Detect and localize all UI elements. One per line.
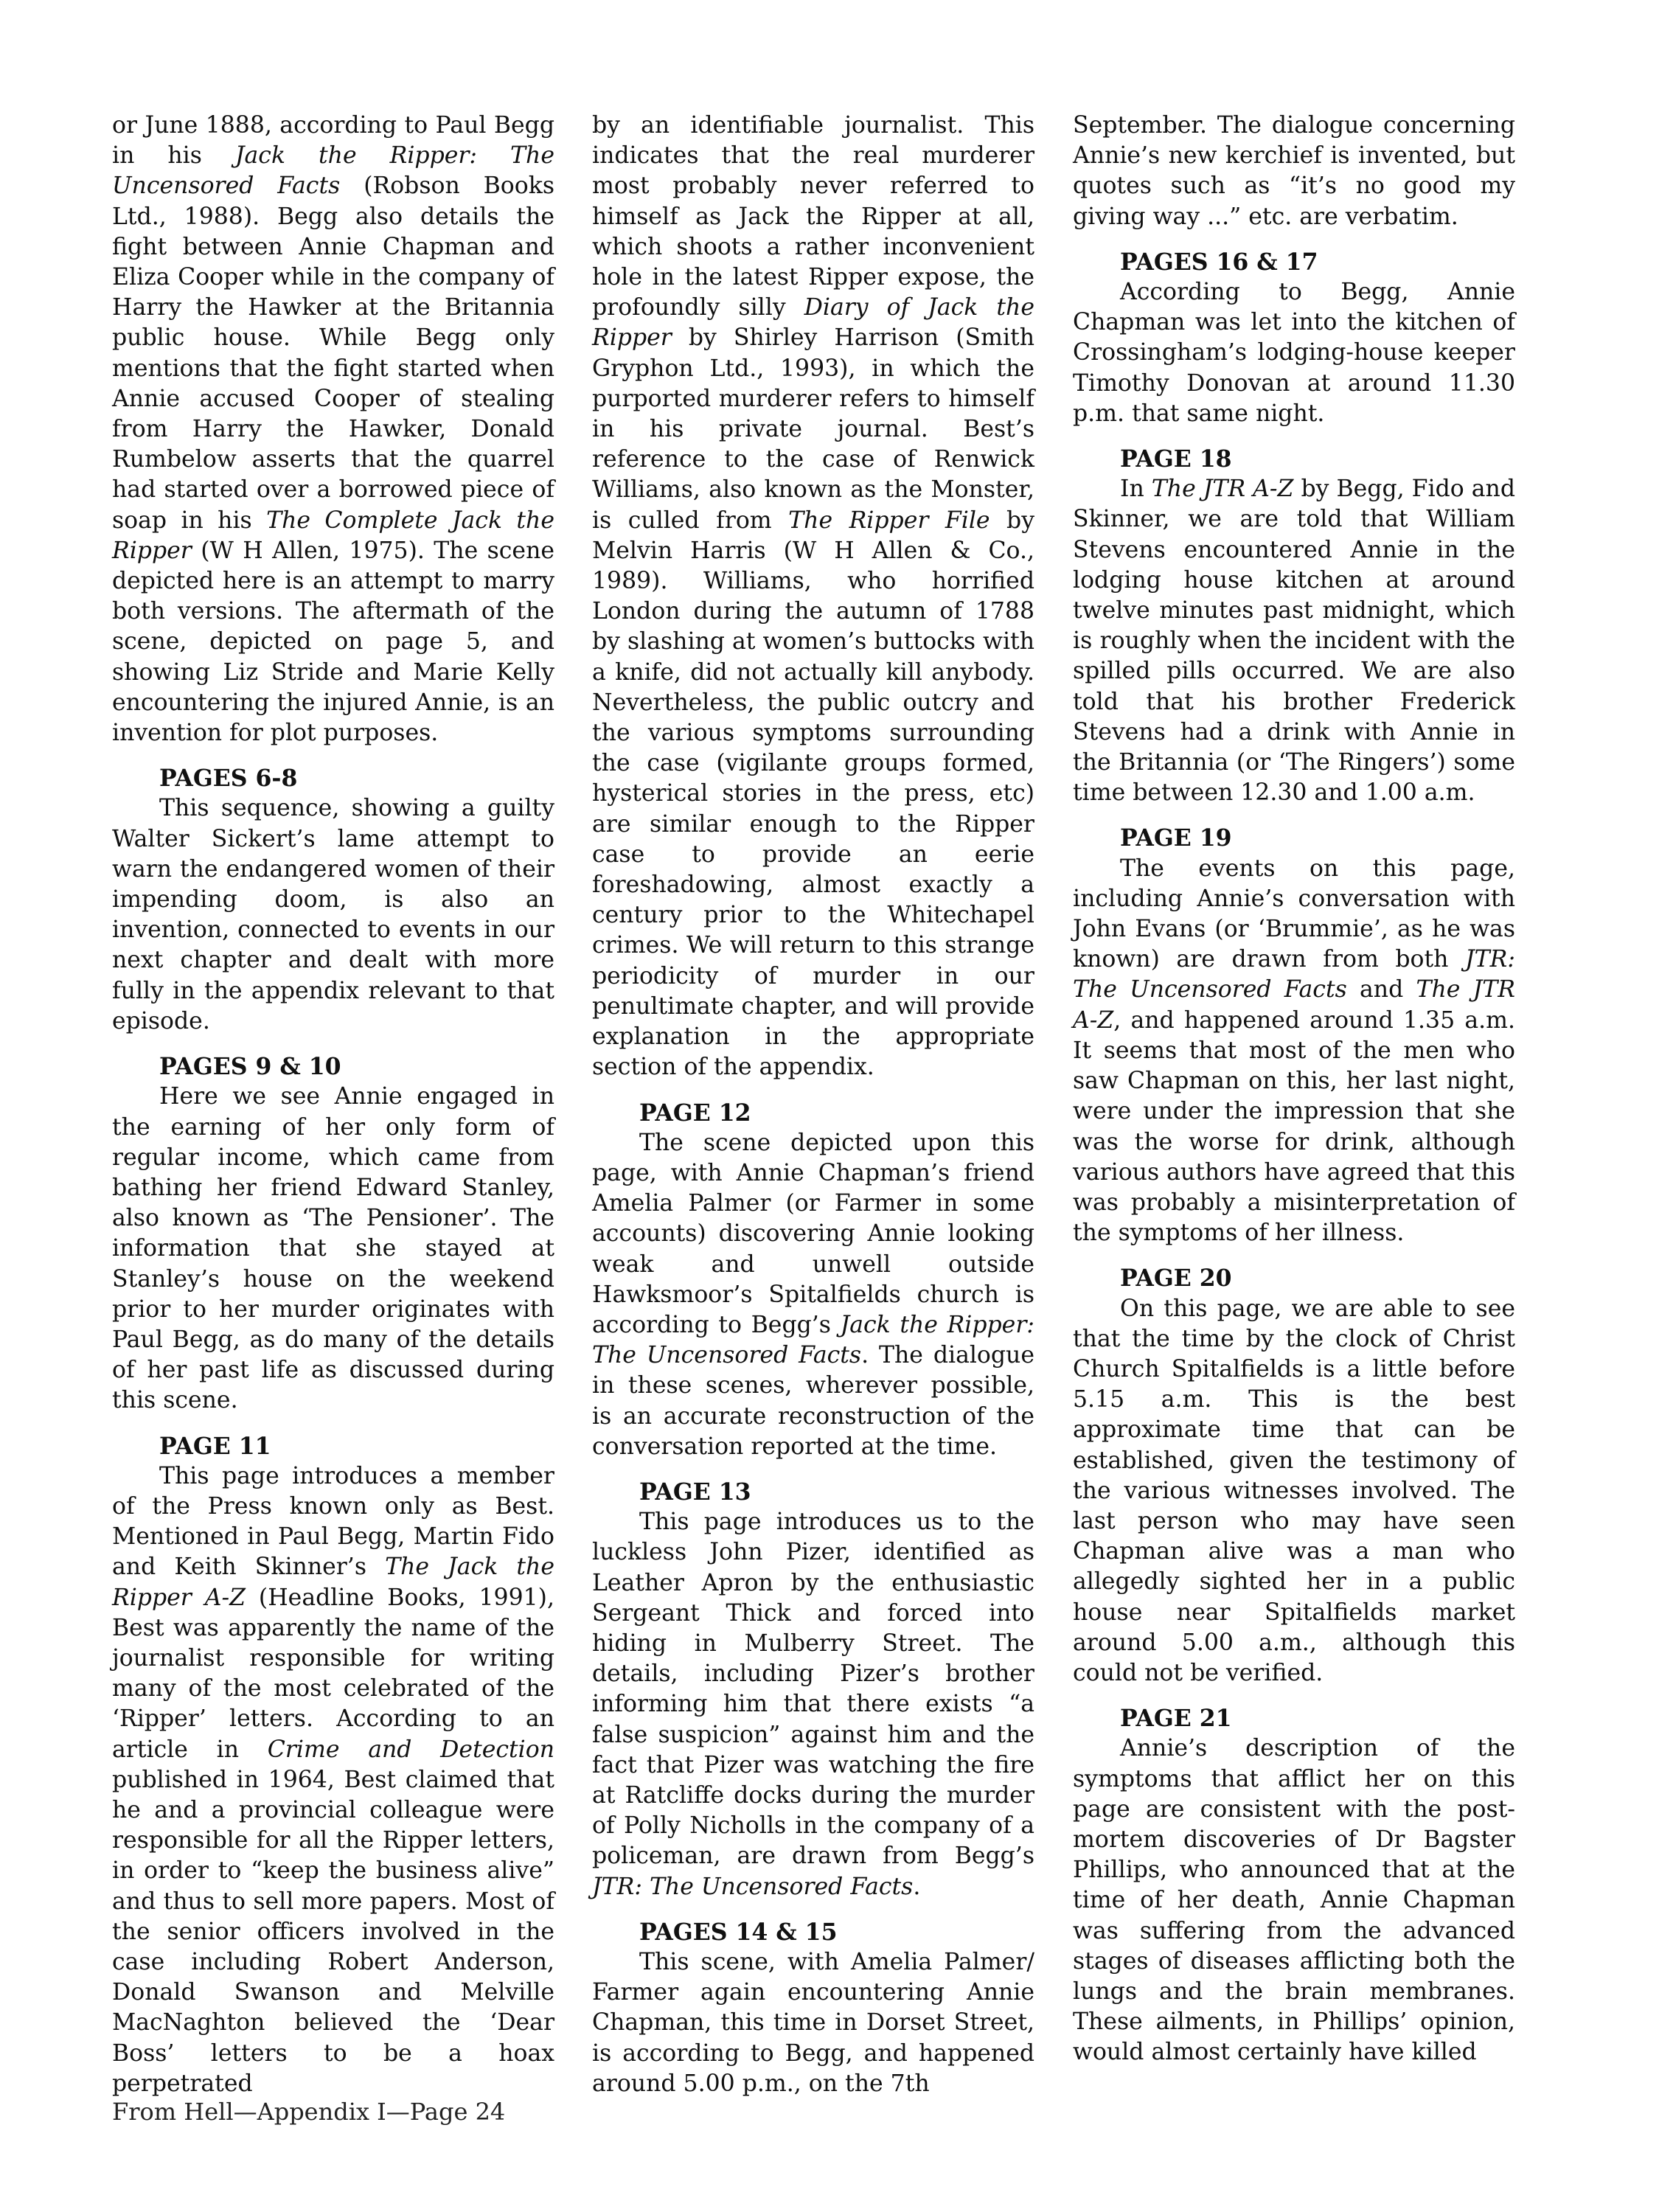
section-heading: PAGES 9 & 10 bbox=[159, 1053, 341, 1081]
italic-title-text: The Complete Jack the Ripper bbox=[112, 507, 554, 564]
body-paragraph bbox=[1073, 111, 1515, 232]
paragraph-text: In bbox=[1120, 476, 1152, 503]
section-heading: PAGES 16 & 17 bbox=[1120, 248, 1318, 276]
body-paragraph bbox=[1073, 1294, 1515, 1689]
paragraph-text: . The dialogue in these scenes, wherever possible, is an accurate reconstruction of the conversation reported at the time. bbox=[592, 1342, 1034, 1460]
body-paragraph bbox=[112, 1461, 554, 2099]
paragraph-text: (W H Allen, 1975). The scene depicted here is an attempt to marry both versions. The aftermath of the scene, depicted on page 5, and showing Liz Stride and Marie Kelly encountering the injured Annie, is an invention for plot purposes. bbox=[112, 537, 554, 747]
paragraph-text: This page introduces us to the luckless John Pizer, identified as Leather Apron by the enthusiastic Sergeant Thick and forced into hiding in Mulberry Street. The details, including Pizer’s brother informing him that there exists “a false suspicion” against him and the fact that Pizer was watching the fire at Ratcliffe docks during the murder of Polly Nicholls in the company of a policeman, are drawn from Begg’s bbox=[592, 1509, 1034, 1870]
body-paragraph bbox=[592, 1507, 1034, 1902]
body-paragraph bbox=[1073, 1733, 1515, 2067]
paragraph-text: According to Begg, Annie Chapman was let into the kitchen of Crossingham’s lodging-house keeper Timothy Donovan at around 11.30 p.m. that same night. bbox=[1073, 279, 1515, 427]
paragraph-text: by an identifiable journalist. This indicates that the real murderer most probably never referred to himself as Jack the Ripper at all, which shoots a rather inconvenient hole in the latest Ripper expose, the profoundly silly bbox=[592, 112, 1034, 321]
text-column-3 bbox=[1073, 111, 1515, 2068]
italic-title-text: The Jack the Ripper A-Z bbox=[112, 1554, 554, 1611]
paragraph-text: The events on this page, including Annie’s conversation with John Evans (or ‘Brummie’, as he was known) are drawn from both bbox=[1073, 855, 1515, 973]
section-heading: PAGES 14 & 15 bbox=[639, 1918, 838, 1946]
section-heading: PAGE 12 bbox=[639, 1099, 751, 1127]
body-paragraph bbox=[1073, 474, 1515, 808]
paragraph-text: , and happened around 1.35 a.m. It seems that most of the men who saw Chapman on this, her last night, were under the impression that she was the worse for drink, although various authors have agreed that this was probably a misinterpretation of the symptoms of her illness. bbox=[1073, 1006, 1515, 1247]
paragraph-text: by Begg, Fido and Skinner, we are told that William Stevens encountered Annie in the lodging house kitchen at around twelve minutes past midnight, which is roughly when the incident with the spilled pills occurred. We are also told that his brother Frederick Stevens had a drink with Annie in the Britannia (or ‘The Ringers’) some time between 12.30 and 1.00 a.m. bbox=[1073, 476, 1516, 807]
text-column-2 bbox=[592, 111, 1034, 2099]
body-paragraph bbox=[592, 1128, 1034, 1462]
section-heading: PAGE 18 bbox=[1120, 445, 1232, 473]
page-footer: From Hell—Appendix I—Page 24 bbox=[112, 2098, 506, 2126]
section-heading: PAGE 11 bbox=[159, 1432, 271, 1460]
paragraph-text: On this page, we are able to see that the time by the clock of Christ Church Spitalfields is a little before 5.15 a.m. This is the best approximate time that can be established, given the testimony of the various witnesses involved. The last person who may have seen Chapman alive was a man who allegedly sighted her in a public house near Spitalfields market around 5.00 a.m., although this could not be verified. bbox=[1073, 1295, 1515, 1686]
section-heading: PAGES 6-8 bbox=[159, 765, 298, 793]
body-paragraph bbox=[112, 111, 554, 748]
italic-title-text: Crime and Detection bbox=[267, 1736, 554, 1763]
italic-title-text: JTR: The Uncensored Facts bbox=[1073, 946, 1515, 1004]
italic-title-text: Jack the Ripper: The Uncensored Facts bbox=[112, 142, 554, 200]
text-column-1 bbox=[112, 111, 554, 2099]
paragraph-text: This sequence, showing a guilty Walter Sickert’s lame attempt to warn the endangered women of their impending doom, is also an invention, connected to events in our next chapter and dealt with more fully in the appendix relevant to that episode. bbox=[112, 795, 554, 1034]
paragraph-text: or June 1888, according to Paul Begg in his bbox=[112, 112, 554, 170]
paragraph-text: published in 1964, Best claimed that he and a provincial colleague were responsible for all the Ripper letters, in order to “keep the business alive” and thus to sell more papers. Most of the senior officers involved in the case including Robert Anderson, Donald Swanson and Melville MacNaghton believed the ‘Dear Boss’ letters to be a hoax perpetrated bbox=[112, 1766, 554, 2097]
paragraph-text: This scene, with Amelia Palmer/ Farmer again encountering Annie Chapman, this time in Dorset Street, is according to Begg, and happened around 5.00 p.m., on the 7th bbox=[592, 1948, 1034, 2097]
body-paragraph bbox=[112, 1082, 554, 1416]
italic-title-text: The Ripper File bbox=[788, 507, 990, 534]
paragraph-text: (Headline Books, 1991), Best was apparently the name of the journalist responsible for writing many of the most celebrated of the ‘Ripper’ letters. According to an article in bbox=[112, 1584, 554, 1763]
paragraph-text: This page introduces a member of the Press known only as Best. Mentioned in Paul Begg, Martin Fido and Keith Skinner’s bbox=[112, 1462, 554, 1581]
body-paragraph bbox=[1073, 854, 1515, 1249]
body-paragraph bbox=[592, 1947, 1034, 2099]
paragraph-text: by Shirley Harrison (Smith Gryphon Ltd., 1993), in which the purported murderer refers to himself in his private journal. Best’s reference to the case of Renwick Williams, also known as the Monster, is culled from bbox=[592, 324, 1034, 534]
paragraph-text: The scene depicted upon this page, with Annie Chapman’s friend Amelia Palmer (or Farmer in some accounts) discovering Annie looking weak and unwell outside Hawksmoor’s Spitalfields church is according to Begg’s bbox=[592, 1129, 1034, 1338]
italic-title-text: The JTR A-Z bbox=[1151, 476, 1294, 503]
paragraph-text: by Melvin Harris (W H Allen & Co., 1989). Williams, who horrified London during the autumn of 1788 by slashing at women’s buttocks with a knife, did not actually kill anybody. Nevertheless, the public outcry and the various symptoms surrounding the case (vigilante groups formed, hysterical stories in the press, etc) are similar enough to the Ripper case to provide an eerie foreshadowing, almost exactly a century prior to the Whitechapel crimes. We will return to this strange periodicity of murder in our penultimate chapter, and will provide explanation in the appropriate section of the appendix. bbox=[592, 507, 1034, 1081]
paragraph-text: (Robson Books Ltd., 1988). Begg also details the fight between Annie Chapman and Eliza Cooper while in the company of Harry the Hawker at the Britannia public house. While Begg only mentions that the fight started when Annie accused Cooper of stealing from Harry the Hawker, Donald Rumbelow asserts that the quarrel had started over a borrowed piece of soap in his bbox=[112, 173, 554, 534]
section-heading: PAGE 21 bbox=[1120, 1705, 1232, 1733]
italic-title-text: Jack the Ripper: The Uncensored Facts bbox=[592, 1311, 1034, 1369]
section-heading: PAGE 13 bbox=[639, 1478, 751, 1506]
paragraph-text: September. The dialogue concerning Annie’s new kerchief is invented, but quotes such as “it’s no good my giving way ...” etc. are verbatim. bbox=[1073, 112, 1515, 230]
body-paragraph bbox=[1073, 277, 1515, 429]
body-paragraph bbox=[592, 111, 1034, 1083]
paragraph-text: Here we see Annie engaged in the earning of her only form of regular income, which came from bathing her friend Edward Stanley, also known as ‘The Pensioner’. The information that she stayed at Stanley’s house on the weekend prior to her murder originates with Paul Begg, as do many of the details of her past life as discussed during this scene. bbox=[112, 1083, 554, 1414]
paragraph-text: Annie’s description of the symptoms that afflict her on this page are consistent with the post-mortem discoveries of Dr Bagster Phillips, who announced that at the time of her death, Annie Chapman was suffering from the advanced stages of diseases afflicting both the lungs and the brain membranes. These ailments, in Phillips’ opinion, would almost certainly have killed bbox=[1073, 1735, 1515, 2066]
paragraph-text: . bbox=[913, 1873, 921, 1900]
italic-title-text: Diary of Jack the Ripper bbox=[592, 294, 1034, 352]
section-heading: PAGE 20 bbox=[1120, 1265, 1232, 1293]
italic-title-text: The JTR A-Z bbox=[1073, 976, 1515, 1034]
body-paragraph bbox=[112, 793, 554, 1037]
italic-title-text: JTR: The Uncensored Facts bbox=[592, 1873, 914, 1900]
section-heading: PAGE 19 bbox=[1120, 824, 1232, 852]
paragraph-text: and bbox=[1346, 976, 1416, 1004]
